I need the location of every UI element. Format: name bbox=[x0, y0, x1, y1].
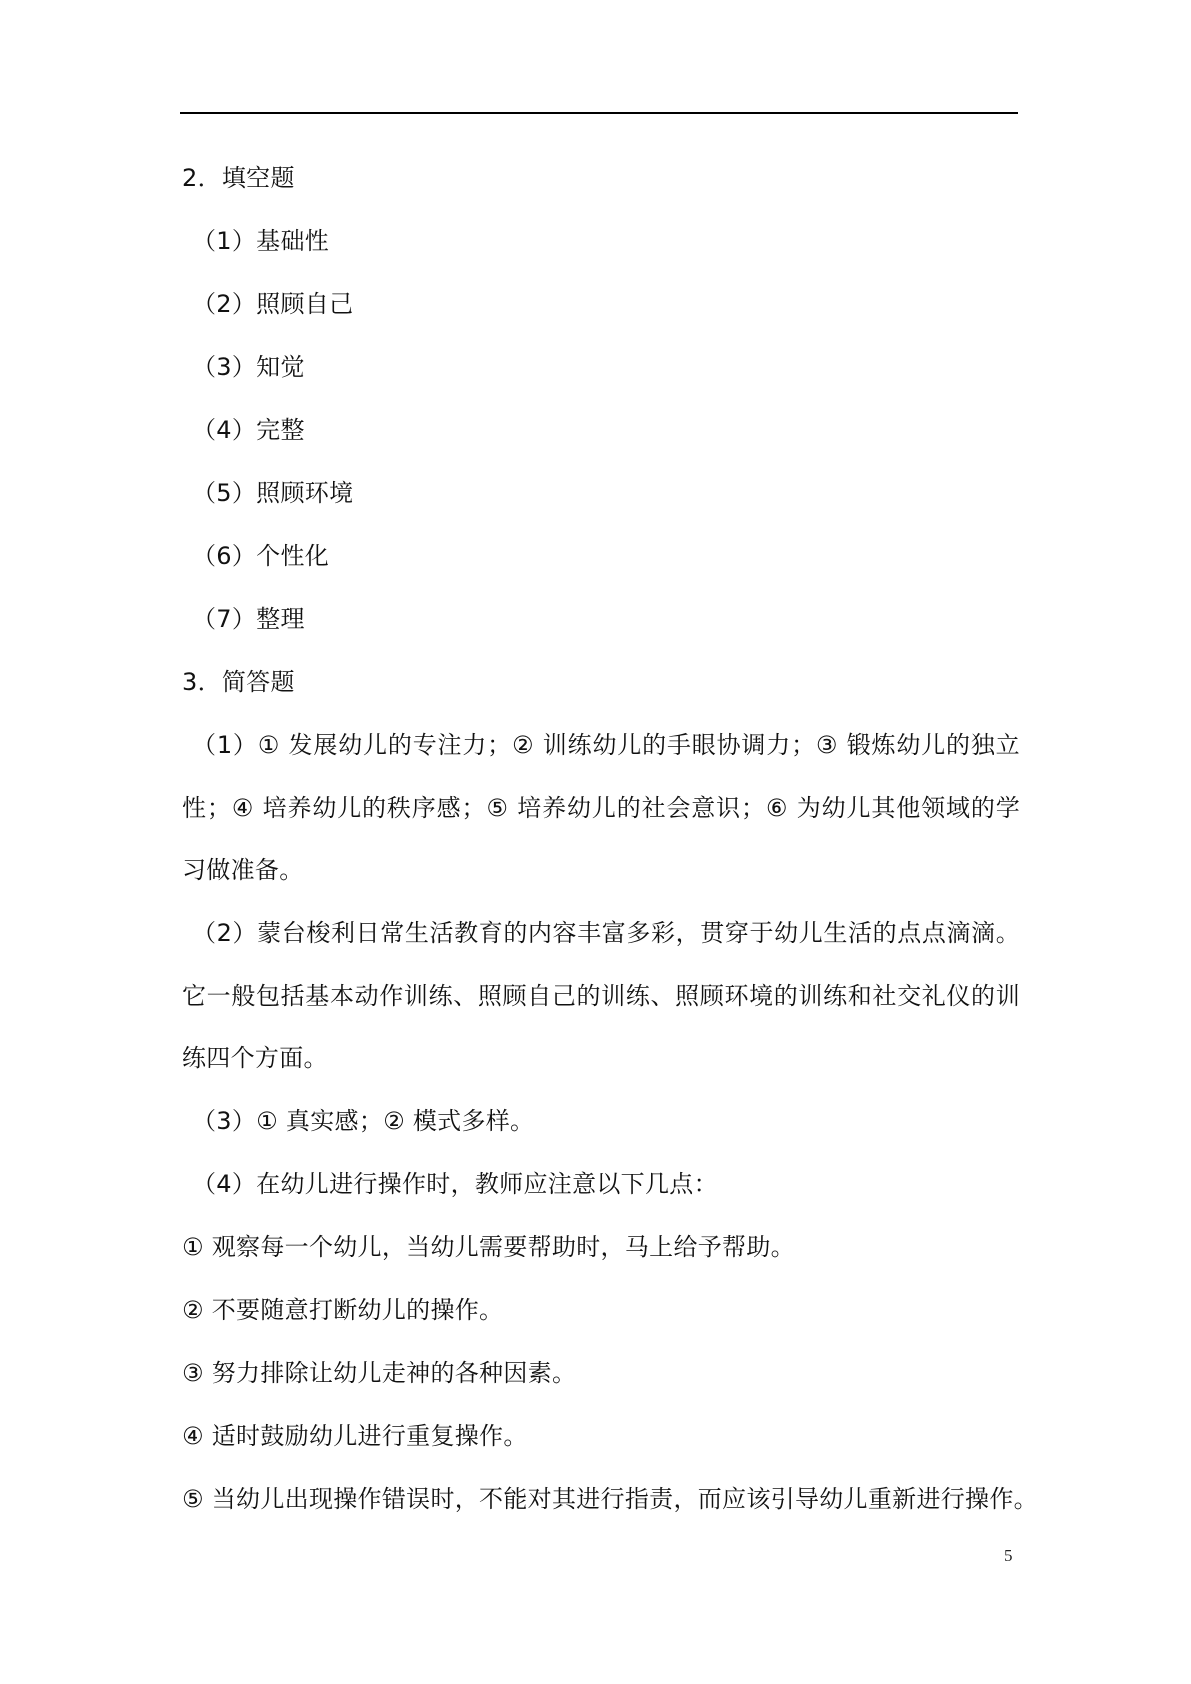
section-heading-fill-blank: 2．填空题 bbox=[182, 164, 295, 192]
fill-blank-item: （1）基础性 bbox=[192, 227, 330, 255]
short-answer-4-point: ③ 努力排除让幼儿走神的各种因素。 bbox=[182, 1359, 577, 1387]
fill-blank-item: （6）个性化 bbox=[192, 542, 330, 570]
short-answer-2: （2）蒙台梭利日常生活教育的内容丰富多彩，贯穿于幼儿生活的点点滴滴。它一般包括基本动作训练、照顾自己的训练、照顾环境的训练和社交礼仪的训练四个方面。 bbox=[182, 919, 1020, 1072]
short-answer-4-point: ⑤ 当幼儿出现操作错误时，不能对其进行指责，而应该引导幼儿重新进行操作。 bbox=[182, 1485, 1038, 1513]
short-answer-4-intro: （4）在幼儿进行操作时，教师应注意以下几点： bbox=[192, 1170, 718, 1198]
short-answer-4-point: ② 不要随意打断幼儿的操作。 bbox=[182, 1296, 504, 1324]
short-answer-4-point: ④ 适时鼓励幼儿进行重复操作。 bbox=[182, 1422, 528, 1450]
section-heading-short-answer: 3．简答题 bbox=[182, 668, 295, 696]
fill-blank-item: （5）照顾环境 bbox=[192, 479, 354, 507]
fill-blank-item: （7）整理 bbox=[192, 605, 305, 633]
fill-blank-item: （3）知觉 bbox=[192, 353, 305, 381]
short-answer-1: （1）① 发展幼儿的专注力；② 训练幼儿的手眼协调力；③ 锻炼幼儿的独立性；④ 培养幼儿的秩序感；⑤ 培养幼儿的社会意识；⑥ 为幼儿其他领域的学习做准备。 bbox=[182, 731, 1020, 884]
short-answer-3: （3）① 真实感；② 模式多样。 bbox=[192, 1107, 535, 1135]
page-number: 5 bbox=[1004, 1546, 1013, 1565]
fill-blank-item: （2）照顾自己 bbox=[192, 290, 354, 318]
fill-blank-item: （4）完整 bbox=[192, 416, 305, 444]
header-rule bbox=[180, 112, 1018, 114]
short-answer-4-point: ① 观察每一个幼儿，当幼儿需要帮助时，马上给予帮助。 bbox=[182, 1233, 795, 1261]
